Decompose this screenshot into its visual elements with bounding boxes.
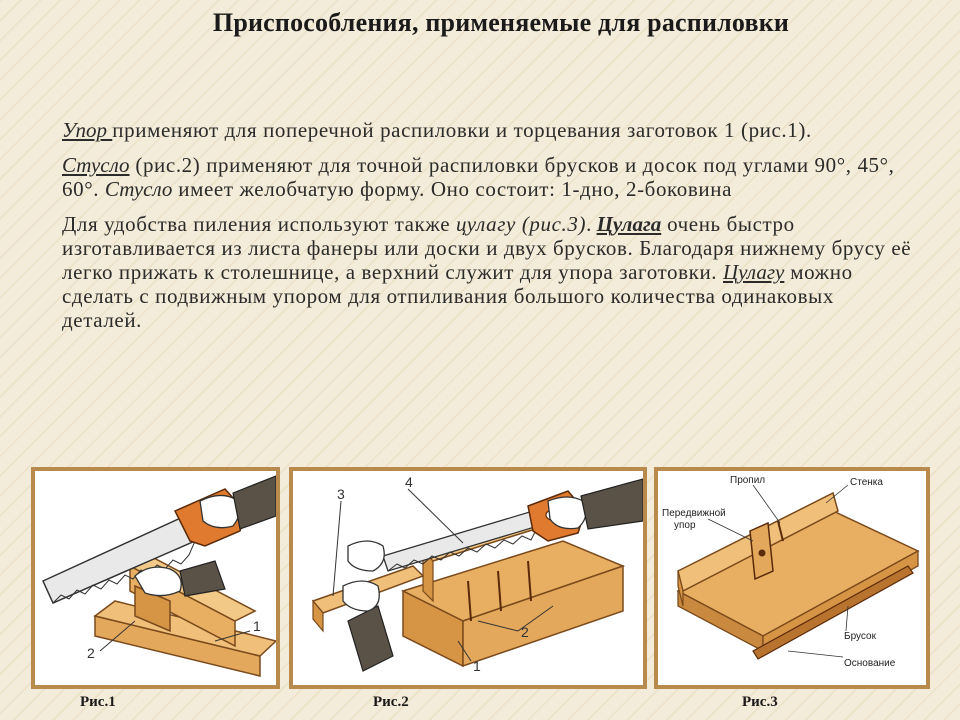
paragraph-tsulaga [62,212,912,332]
figure-1-label-2: 2 [87,645,95,661]
figure-3-label-upor-1: Передвижной [662,508,726,519]
paragraph-upor [62,118,912,142]
figure-2-label-2: 2 [521,624,529,640]
figure-2-label-4: 4 [405,474,413,490]
figure-2-frame [289,467,647,689]
term-tsulaga-ref: цулагу (рис.3) [455,212,587,236]
paragraph-tsulaga-text-c: очень быстро изготавливается из листа фанеры или доски и двух брусков. Благодаря нижнему брусу её легко прижать к столешнице, а верхний служит для упора заготовки. [62,212,912,284]
figure-1-frame [31,467,280,689]
term-tsulagu: Цулагу [723,260,785,284]
figure-2-label-1: 1 [473,658,481,674]
figure-3-label-osnovanie: Основание [844,658,896,669]
figure-1-label-1: 1 [253,618,261,634]
body-text [62,118,912,343]
figure-3-label-propil: Пропил [730,475,766,486]
figure-3-illustration [658,471,926,685]
term-stuslo-2: Стусло [104,177,173,201]
term-tsulaga: Цулага [596,212,662,236]
paragraph-stuslo-text-b: имеет желобчатую форму. Оно состоит: 1-дно, 2-боковина [172,177,733,201]
paragraph-upor-text: применяют для поперечной распиловки и торцевания заготовок 1 (рис.1). [112,118,812,142]
figure-1-illustration [35,471,276,685]
figure-2-caption: Рис.2 [373,694,409,710]
figure-2-illustration [293,471,643,685]
paragraph-stuslo [62,153,912,201]
figure-2-label-3: 3 [337,486,345,502]
slide-title: Приспособления, применяемые для распиловки [212,8,790,37]
figure-3-frame [654,467,930,689]
figure-3-label-brusok: Брусок [844,631,876,642]
paragraph-tsulaga-text-a: Для удобства пиления используют также [62,212,456,236]
figure-1-caption: Рис.1 [80,694,116,710]
figure-3-label-stenka: Стенка [850,477,883,488]
term-upor: Упор [62,118,113,142]
paragraph-tsulaga-text-d: можно сделать с подвижным упором для отпиливания большого количества одинаковых деталей. [62,260,853,332]
figure-3-label-upor-2: упор [674,520,696,531]
term-stuslo: Стусло [62,153,130,177]
paragraph-tsulaga-text-b: . [586,212,597,236]
paragraph-stuslo-text-a: (рис.2) применяют для точной распиловки брусков и досок под углами 90°, 45°, 60°. [62,153,895,201]
figure-3-caption: Рис.3 [742,694,778,710]
